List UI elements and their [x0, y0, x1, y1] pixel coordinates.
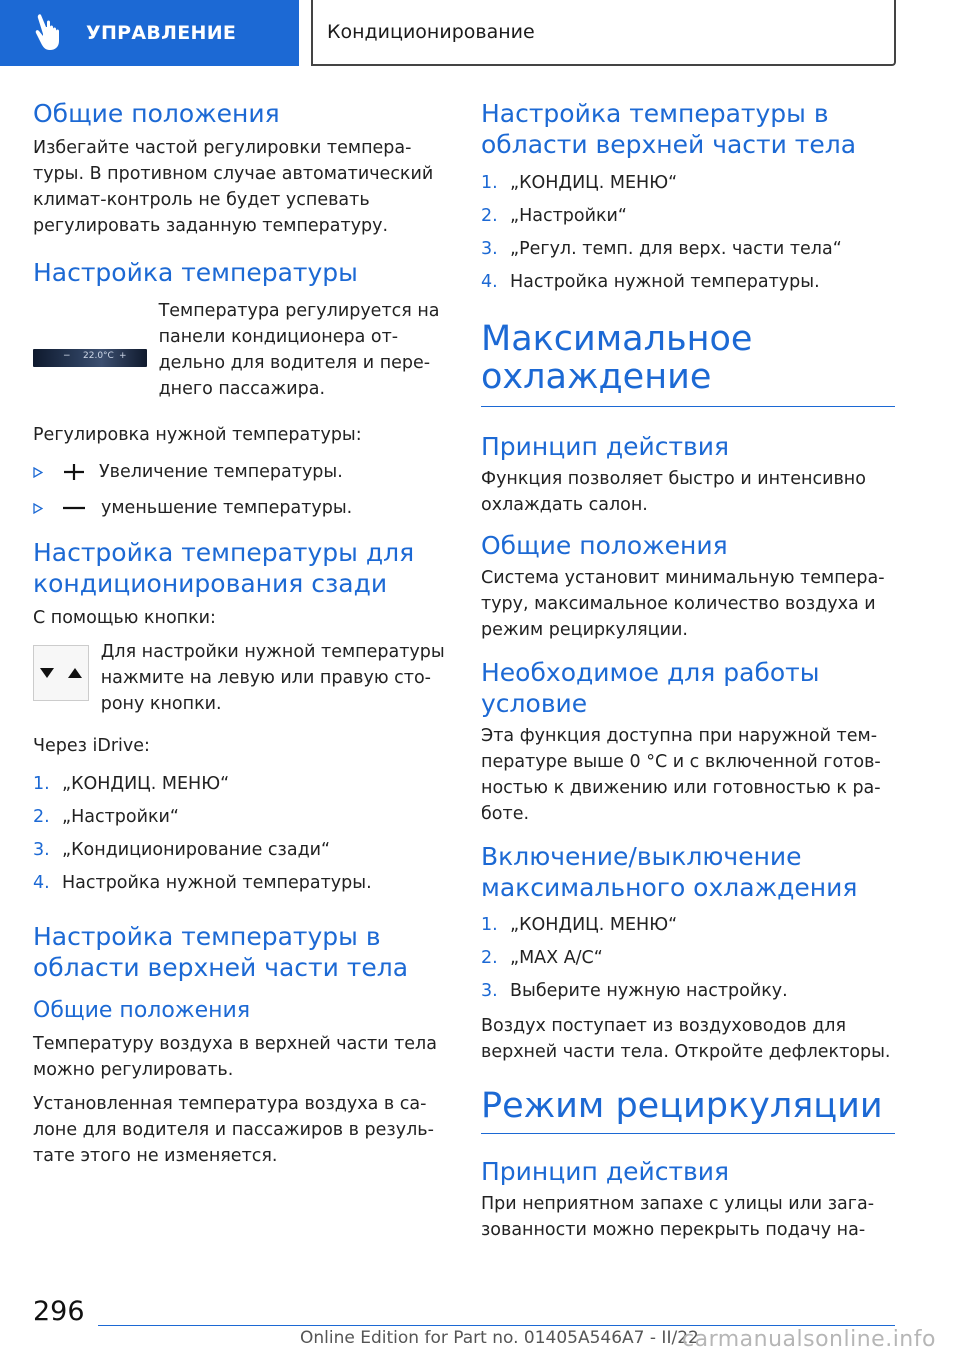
- idrive-intro: Через iDrive:: [33, 736, 150, 756]
- rear-temp-button-image: [33, 645, 89, 701]
- bullet-increase: [33, 459, 445, 485]
- pointing-hand-icon: [34, 13, 68, 53]
- rear-steps-list: [33, 771, 445, 903]
- upper-text-1: Температуру воздуха в верхней части тела можно регулировать.: [33, 1034, 437, 1080]
- principle-text: Функция позволяет быстро и интенсивно охлаждать салон.: [481, 469, 866, 515]
- climate-panel-image: [33, 349, 147, 367]
- list-item: 2. „Настройки“: [33, 807, 179, 827]
- list-item: 3. „Кондиционирование сзади“: [33, 840, 331, 860]
- panel-temp: 22.0°C: [83, 351, 114, 361]
- list-item: 4. Настройка нужной температуры.: [481, 272, 820, 292]
- list-item: 1. „КОНДИЦ. МЕНЮ“: [481, 915, 678, 935]
- heading-recirculation: Режим рециркуляции: [481, 1086, 883, 1126]
- upper-steps-list: [481, 170, 895, 302]
- list-item: 2. „MAX A/C“: [481, 948, 603, 968]
- heading-onoff: Включение/выключение максимального охлаждения: [481, 842, 858, 902]
- triangle-bullet-icon: [33, 503, 43, 514]
- right-column: [481, 98, 895, 1243]
- watermark: carmanualsonline.info: [682, 1327, 936, 1352]
- heading-upper-setting: Настройка температуры в области верхней части тела: [481, 99, 857, 159]
- section-tab-label: УПРАВЛЕНИЕ: [86, 22, 237, 44]
- general-text: Избегайте частой регулировки температуры. В противном случае автоматический климат-контроль не будет успевать регулировать заданную температуру.: [33, 138, 434, 236]
- heading-upper-body: Настройка температуры в области верхней части тела: [33, 922, 409, 982]
- heading-condition: Необходимое для работы условие: [481, 658, 820, 718]
- bullet-decrease: [33, 495, 445, 521]
- max-steps-list: [481, 912, 895, 1011]
- heading-general: Общие положения: [33, 99, 280, 128]
- max-after-text: Воздух поступает из воздуховодов для верхней части тела. Откройте дефлекторы.: [481, 1016, 891, 1062]
- footer-divider: [98, 1325, 895, 1326]
- list-item: 2. „Настройки“: [481, 206, 627, 226]
- condition-text: Эта функция доступна при наружной температуре выше 0 °C и с включенной готовностью к движению или готовностью к работе.: [481, 726, 881, 824]
- bullet-decrease-text: уменьшение температуры.: [101, 498, 353, 518]
- heading-max-general: Общие положения: [481, 531, 728, 560]
- recirc-principle-text: При неприятном запахе с улицы или загазованности можно перекрыть подачу на-: [481, 1194, 875, 1240]
- heading-rear: Настройка температуры для кондиционирования сзади: [33, 538, 415, 598]
- list-item: 4. Настройка нужной температуры.: [33, 873, 372, 893]
- divider: [481, 1133, 895, 1134]
- chapter-title: Кондиционирование: [311, 0, 896, 66]
- panel-plus: +: [119, 351, 127, 361]
- list-item: 1. „КОНДИЦ. МЕНЮ“: [33, 774, 230, 794]
- panel-minus: −: [63, 351, 71, 361]
- plus-icon: [61, 462, 87, 482]
- temp-intro: Регулировка нужной температуры:: [33, 425, 362, 445]
- left-column: [33, 98, 445, 1169]
- divider: [481, 406, 895, 407]
- max-general-text: Система установит минимальную температуру, максимальное количество воздуха и режим рециркуляции.: [481, 568, 885, 640]
- upper-text-2: Установленная температура воздуха в салоне для водителя и пассажиров в результате этого не изменяется.: [33, 1094, 434, 1166]
- footer-edition: Online Edition for Part no. 01405A546A7 - II/22: [300, 1328, 699, 1348]
- bullet-increase-text: Увеличение температуры.: [99, 462, 343, 482]
- section-tab: [0, 0, 299, 66]
- button-intro: С помощью кнопки:: [33, 608, 216, 628]
- list-item: 3. Выберите нужную настройку.: [481, 981, 788, 1001]
- button-description: Для настройки нужной температуры нажмите на левую или правую сторону кнопки.: [100, 642, 445, 714]
- panel-description: Температура регулируется на панели кондиционера отдельно для водителя и переднего пассажира.: [158, 301, 440, 399]
- list-item: 1. „КОНДИЦ. МЕНЮ“: [481, 173, 678, 193]
- heading-principle: Принцип действия: [481, 432, 730, 461]
- heading-upper-general: Общие положения: [33, 998, 251, 1023]
- heading-temp-setting: Настройка температуры: [33, 258, 358, 287]
- page-number: 296: [33, 1296, 85, 1327]
- minus-icon: [61, 498, 87, 518]
- heading-max-cooling: Максимальное охлаждение: [481, 319, 753, 397]
- down-up-arrows-icon: [38, 665, 84, 681]
- heading-recirc-principle: Принцип действия: [481, 1157, 730, 1186]
- triangle-bullet-icon: [33, 467, 43, 478]
- list-item: 3. „Регул. темп. для верх. части тела“: [481, 239, 842, 259]
